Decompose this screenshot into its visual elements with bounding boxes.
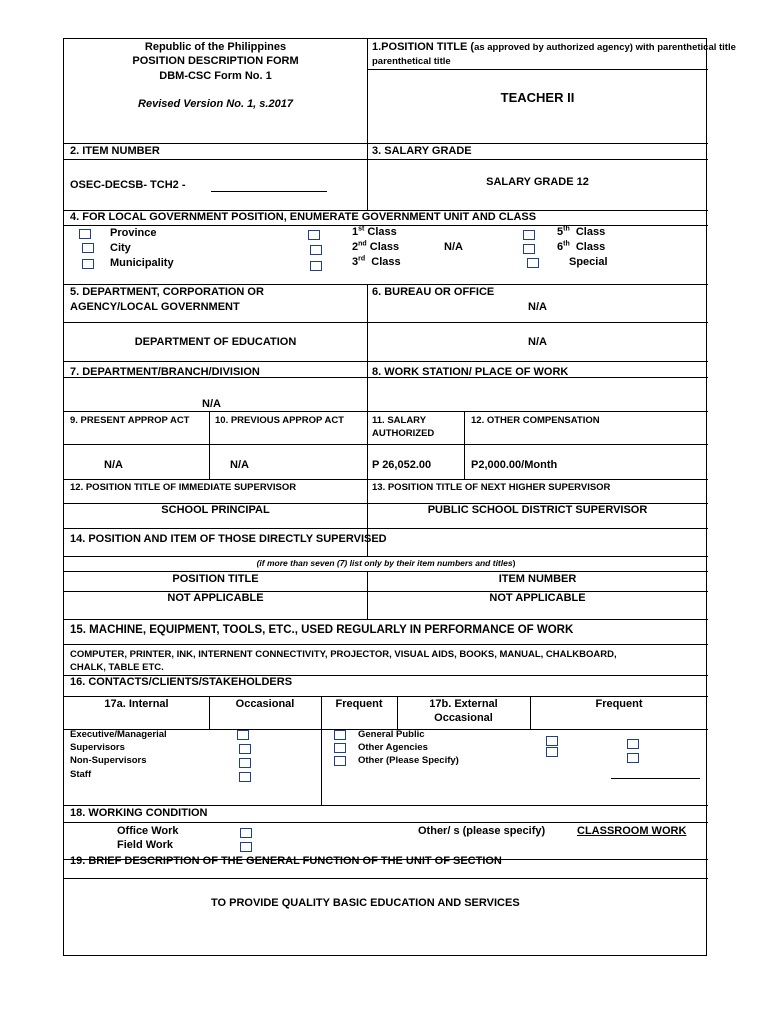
supervised-item-value: NOT APPLICABLE: [489, 592, 586, 604]
position-title-label: 1.POSITION TITLE (as approved by authorized agency) with parenthetical title: [372, 41, 736, 53]
contacts-internal-header: 17a. Internal: [104, 698, 169, 710]
position-title-note-cont: parenthetical title: [372, 56, 451, 67]
external-frequent-checkbox-2[interactable]: [627, 753, 639, 763]
item-number-value: OSEC-DECSB- TCH2 -: [70, 179, 186, 191]
unit-municipality: Municipality: [110, 257, 174, 269]
header-form-no: DBM-CSC Form No. 1: [159, 70, 272, 82]
next-supervisor-label: 13. POSITION TITLE OF NEXT HIGHER SUPERVISOR: [372, 482, 611, 493]
salary-grade-label: 3. SALARY GRADE: [372, 145, 472, 157]
column-divider: [321, 696, 322, 805]
column-divider: [464, 411, 465, 479]
unit-city: City: [110, 242, 131, 254]
contacts-occasional-header: Occasional: [235, 698, 295, 710]
divider: [64, 644, 708, 645]
divider: [64, 411, 708, 412]
salary-authorized-value: P 26,052.00: [372, 459, 432, 471]
divider: [64, 528, 708, 529]
header-revision: Revised Version No. 1, s.2017: [138, 98, 293, 110]
external-item-other-specify: Other (Please Specify): [358, 755, 459, 766]
contacts-label: 16. CONTACTS/CLIENTS/STAKEHOLDERS: [70, 676, 293, 688]
bureau-value-1: N/A: [528, 301, 547, 313]
department-label-line2: AGENCY/LOCAL GOVERNMENT: [70, 301, 240, 313]
divider: [64, 479, 708, 480]
working-condition-office: Office Work: [117, 825, 179, 837]
contacts-frequent-header: Frequent: [335, 698, 383, 710]
class-1-checkbox[interactable]: [308, 230, 320, 240]
working-condition-field: Field Work: [117, 839, 174, 851]
divider: [64, 444, 708, 445]
supervised-col-item: ITEM NUMBER: [498, 573, 577, 585]
divider: [64, 361, 708, 362]
contacts-frequent-header-2: Frequent: [595, 698, 643, 710]
other-comp-value: P2,000.00/Month: [471, 459, 558, 471]
other-comp-label: 12. OTHER COMPENSATION: [471, 415, 600, 426]
province-checkbox[interactable]: [79, 229, 91, 239]
working-condition-other-label: Other/ s (please specify): [418, 825, 546, 837]
other-specify-checkbox[interactable]: [334, 756, 346, 766]
class-2-label: 2nd Class: [352, 240, 400, 253]
equipment-line-2: CHALK, TABLE ETC.: [70, 662, 164, 673]
class-2-checkbox[interactable]: [310, 245, 322, 255]
divider: [64, 143, 708, 144]
external-frequent-checkbox-1[interactable]: [627, 739, 639, 749]
branch-value: N/A: [202, 398, 221, 410]
internal-item-supervisors: Supervisors: [70, 742, 125, 753]
external-occasional-checkbox-2[interactable]: [546, 747, 558, 757]
divider: [64, 322, 708, 323]
present-approp-label: 9. PRESENT APPROP ACT: [70, 415, 190, 426]
general-function-value: TO PROVIDE QUALITY BASIC EDUCATION AND SERVICES: [211, 897, 520, 909]
general-public-checkbox[interactable]: [334, 730, 346, 740]
divider: [367, 69, 708, 70]
unit-province: Province: [110, 227, 157, 239]
special-class-checkbox[interactable]: [527, 258, 539, 268]
internal-item-staff: Staff: [70, 769, 92, 780]
divider: [64, 805, 708, 806]
supervised-position-value: NOT APPLICABLE: [167, 592, 264, 604]
class-3-label: 3rd Class: [352, 255, 401, 268]
previous-approp-value: N/A: [230, 459, 249, 471]
position-title-value: TEACHER II: [500, 90, 575, 105]
contacts-external-header-2: Occasional: [434, 712, 493, 724]
divider: [64, 619, 708, 620]
special-class-label: Special: [569, 256, 608, 268]
class-3-checkbox[interactable]: [310, 261, 322, 271]
office-work-checkbox[interactable]: [240, 828, 252, 838]
salary-authorized-label-1: 11. SALARY: [372, 415, 427, 426]
external-occasional-checkbox-1[interactable]: [546, 736, 558, 746]
bureau-value-2: N/A: [528, 336, 547, 348]
class-5-label: 5th Class: [557, 225, 606, 238]
executive-occasional-checkbox[interactable]: [237, 730, 249, 740]
contacts-external-header-1: 17b. External: [429, 698, 498, 710]
working-condition-other-value: CLASSROOM WORK: [577, 825, 687, 837]
branch-label: 7. DEPARTMENT/BRANCH/DIVISION: [70, 366, 260, 378]
class-1-label: 1st Class: [352, 225, 397, 238]
non-supervisors-occasional-checkbox[interactable]: [239, 758, 251, 768]
field-work-checkbox[interactable]: [240, 842, 252, 852]
external-item-general-public: General Public: [358, 729, 425, 740]
previous-approp-label: 10. PREVIOUS APPROP ACT: [215, 415, 344, 426]
internal-item-executive: Executive/Managerial: [70, 729, 167, 740]
supervisors-occasional-checkbox[interactable]: [239, 744, 251, 754]
work-station-label: 8. WORK STATION/ PLACE OF WORK: [372, 366, 569, 378]
local-gov-label: 4. FOR LOCAL GOVERNMENT POSITION, ENUMERATE GOVERNMENT UNIT AND CLASS: [70, 211, 537, 223]
city-checkbox[interactable]: [82, 243, 94, 253]
immediate-supervisor-label: 12. POSITION TITLE OF IMMEDIATE SUPERVISOR: [70, 482, 297, 493]
internal-item-non-supervisors: Non-Supervisors: [70, 755, 147, 766]
class-6-checkbox[interactable]: [523, 244, 535, 254]
department-value: DEPARTMENT OF EDUCATION: [134, 336, 297, 348]
general-function-label: 19. BRIEF DESCRIPTION OF THE GENERAL FUNCTION OF THE UNIT OF SECTION: [70, 855, 502, 867]
divider: [64, 822, 708, 823]
staff-occasional-checkbox[interactable]: [239, 772, 251, 782]
local-gov-na: N/A: [444, 241, 463, 253]
divider: [64, 878, 708, 879]
class-5-checkbox[interactable]: [523, 230, 535, 240]
column-divider: [209, 411, 210, 479]
working-condition-label: 18. WORKING CONDITION: [70, 807, 208, 819]
divider: [64, 159, 708, 160]
supervised-col-position: POSITION TITLE: [172, 573, 259, 585]
divider: [64, 571, 708, 572]
bureau-label: 6. BUREAU OR OFFICE: [372, 286, 495, 298]
header-form-name: POSITION DESCRIPTION FORM: [132, 55, 299, 67]
municipality-checkbox[interactable]: [82, 259, 94, 269]
header-country: Republic of the Philippines: [144, 41, 287, 53]
next-supervisor-value: PUBLIC SCHOOL DISTRICT SUPERVISOR: [427, 504, 648, 516]
supervised-label: 14. POSITION AND ITEM OF THOSE DIRECTLY SUPERVISED: [70, 533, 387, 545]
divider: [64, 696, 708, 697]
department-label-line1: 5. DEPARTMENT, CORPORATION OR: [70, 286, 264, 298]
equipment-line-1: COMPUTER, PRINTER, INK, INTERNENT CONNECTIVITY, PROJECTOR, VISUAL AIDS, BOOKS, MANUAL, CHALKBOARD,: [70, 649, 617, 660]
other-specify-blank[interactable]: [611, 778, 700, 779]
item-number-label: 2. ITEM NUMBER: [70, 145, 160, 157]
position-description-form: [63, 38, 736, 956]
item-number-blank[interactable]: [211, 191, 327, 192]
immediate-supervisor-value: SCHOOL PRINCIPAL: [161, 504, 270, 516]
salary-grade-value: SALARY GRADE 12: [486, 176, 589, 188]
other-agencies-checkbox[interactable]: [334, 743, 346, 753]
supervised-note: (if more than seven (7) list only by their item numbers and titles): [256, 558, 516, 568]
salary-authorized-label-2: AUTHORIZED: [372, 428, 435, 439]
class-6-label: 6th Class: [557, 240, 606, 253]
external-item-other-agencies: Other Agencies: [358, 742, 428, 753]
divider: [64, 284, 708, 285]
present-approp-value: N/A: [104, 459, 123, 471]
equipment-label: 15. MACHINE, EQUIPMENT, TOOLS, ETC., USED REGULARLY IN PERFORMANCE OF WORK: [70, 624, 574, 636]
